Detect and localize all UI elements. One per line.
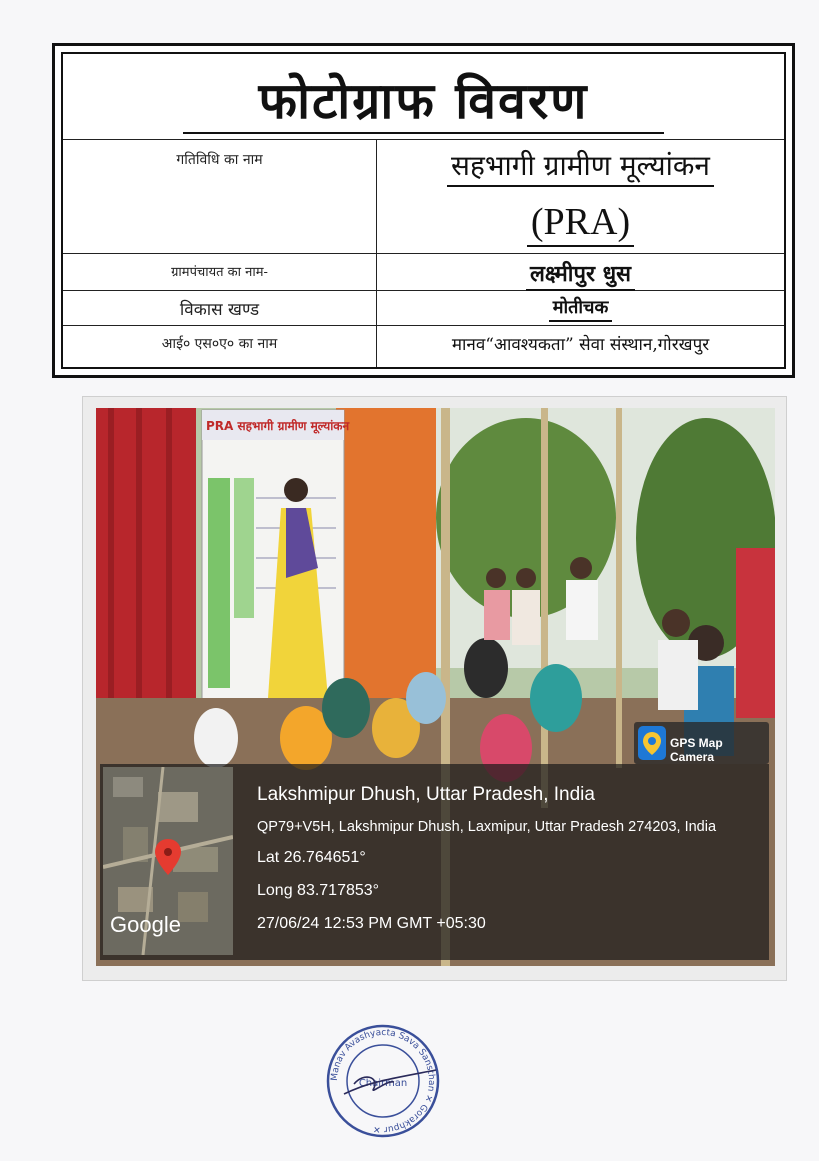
row-divider — [63, 139, 784, 140]
gps-latitude: Lat 26.764651° — [257, 849, 366, 866]
details-frame — [52, 43, 795, 378]
stamp-seal — [324, 1022, 442, 1140]
isa-label: आई० एस०ए० का नाम — [161, 336, 278, 352]
gps-address: QP79+V5H, Lakshmipur Dhush, Laxmipur, Uttar Pradesh 274203, India — [257, 819, 717, 835]
gps-location-title: Lakshmipur Dhush, Uttar Pradesh, India — [257, 784, 595, 805]
organization-stamp — [324, 1022, 442, 1140]
panchayat-label: ग्रामपंचायत का नाम- — [171, 265, 268, 280]
activity-value-line1: सहभागी ग्रामीण मूल्यांकन — [447, 146, 714, 187]
gps-longitude: Long 83.717853° — [257, 882, 380, 899]
details-inner-frame — [61, 52, 786, 369]
activity-label: गतिविधि का नाम — [176, 152, 263, 168]
panchayat-value: लक्ष्मीपुर धुस — [526, 258, 635, 291]
block-value: मोतीचक — [549, 295, 613, 322]
block-label: विकास खण्ड — [179, 300, 260, 320]
row-divider — [63, 253, 784, 254]
isa-value-cell — [377, 332, 784, 355]
gps-camera-icon — [638, 726, 666, 760]
activity-value-2 — [377, 200, 784, 247]
title-underline — [183, 132, 664, 134]
gps-camera-badge — [634, 722, 769, 764]
row-divider — [63, 325, 784, 326]
block-value-cell — [377, 295, 784, 322]
google-logo: Google — [110, 912, 181, 937]
photo-banner-text: PRA सहभागी ग्रामीण मूल्यांकन — [206, 419, 350, 433]
panchayat-value-cell — [377, 258, 784, 291]
activity-value — [377, 146, 784, 187]
isa-value: मानव“आवश्यकता” सेवा संस्थान,गोरखपुर — [451, 335, 710, 355]
svg-text:Chairman: Chairman — [358, 1078, 408, 1089]
gps-datetime: 27/06/24 12:53 PM GMT +05:30 — [257, 915, 486, 932]
activity-value-line2: (PRA) — [527, 200, 634, 247]
svg-text:Manav Avashyacta Sava Sansthan: Manav Avashyacta Sava Sansthan ✕ Gorakhpur ✕ — [329, 1027, 437, 1135]
page-title: फोटोग्राफ विवरण — [258, 72, 589, 130]
gps-camera-label: GPS Map Camera — [670, 736, 723, 764]
